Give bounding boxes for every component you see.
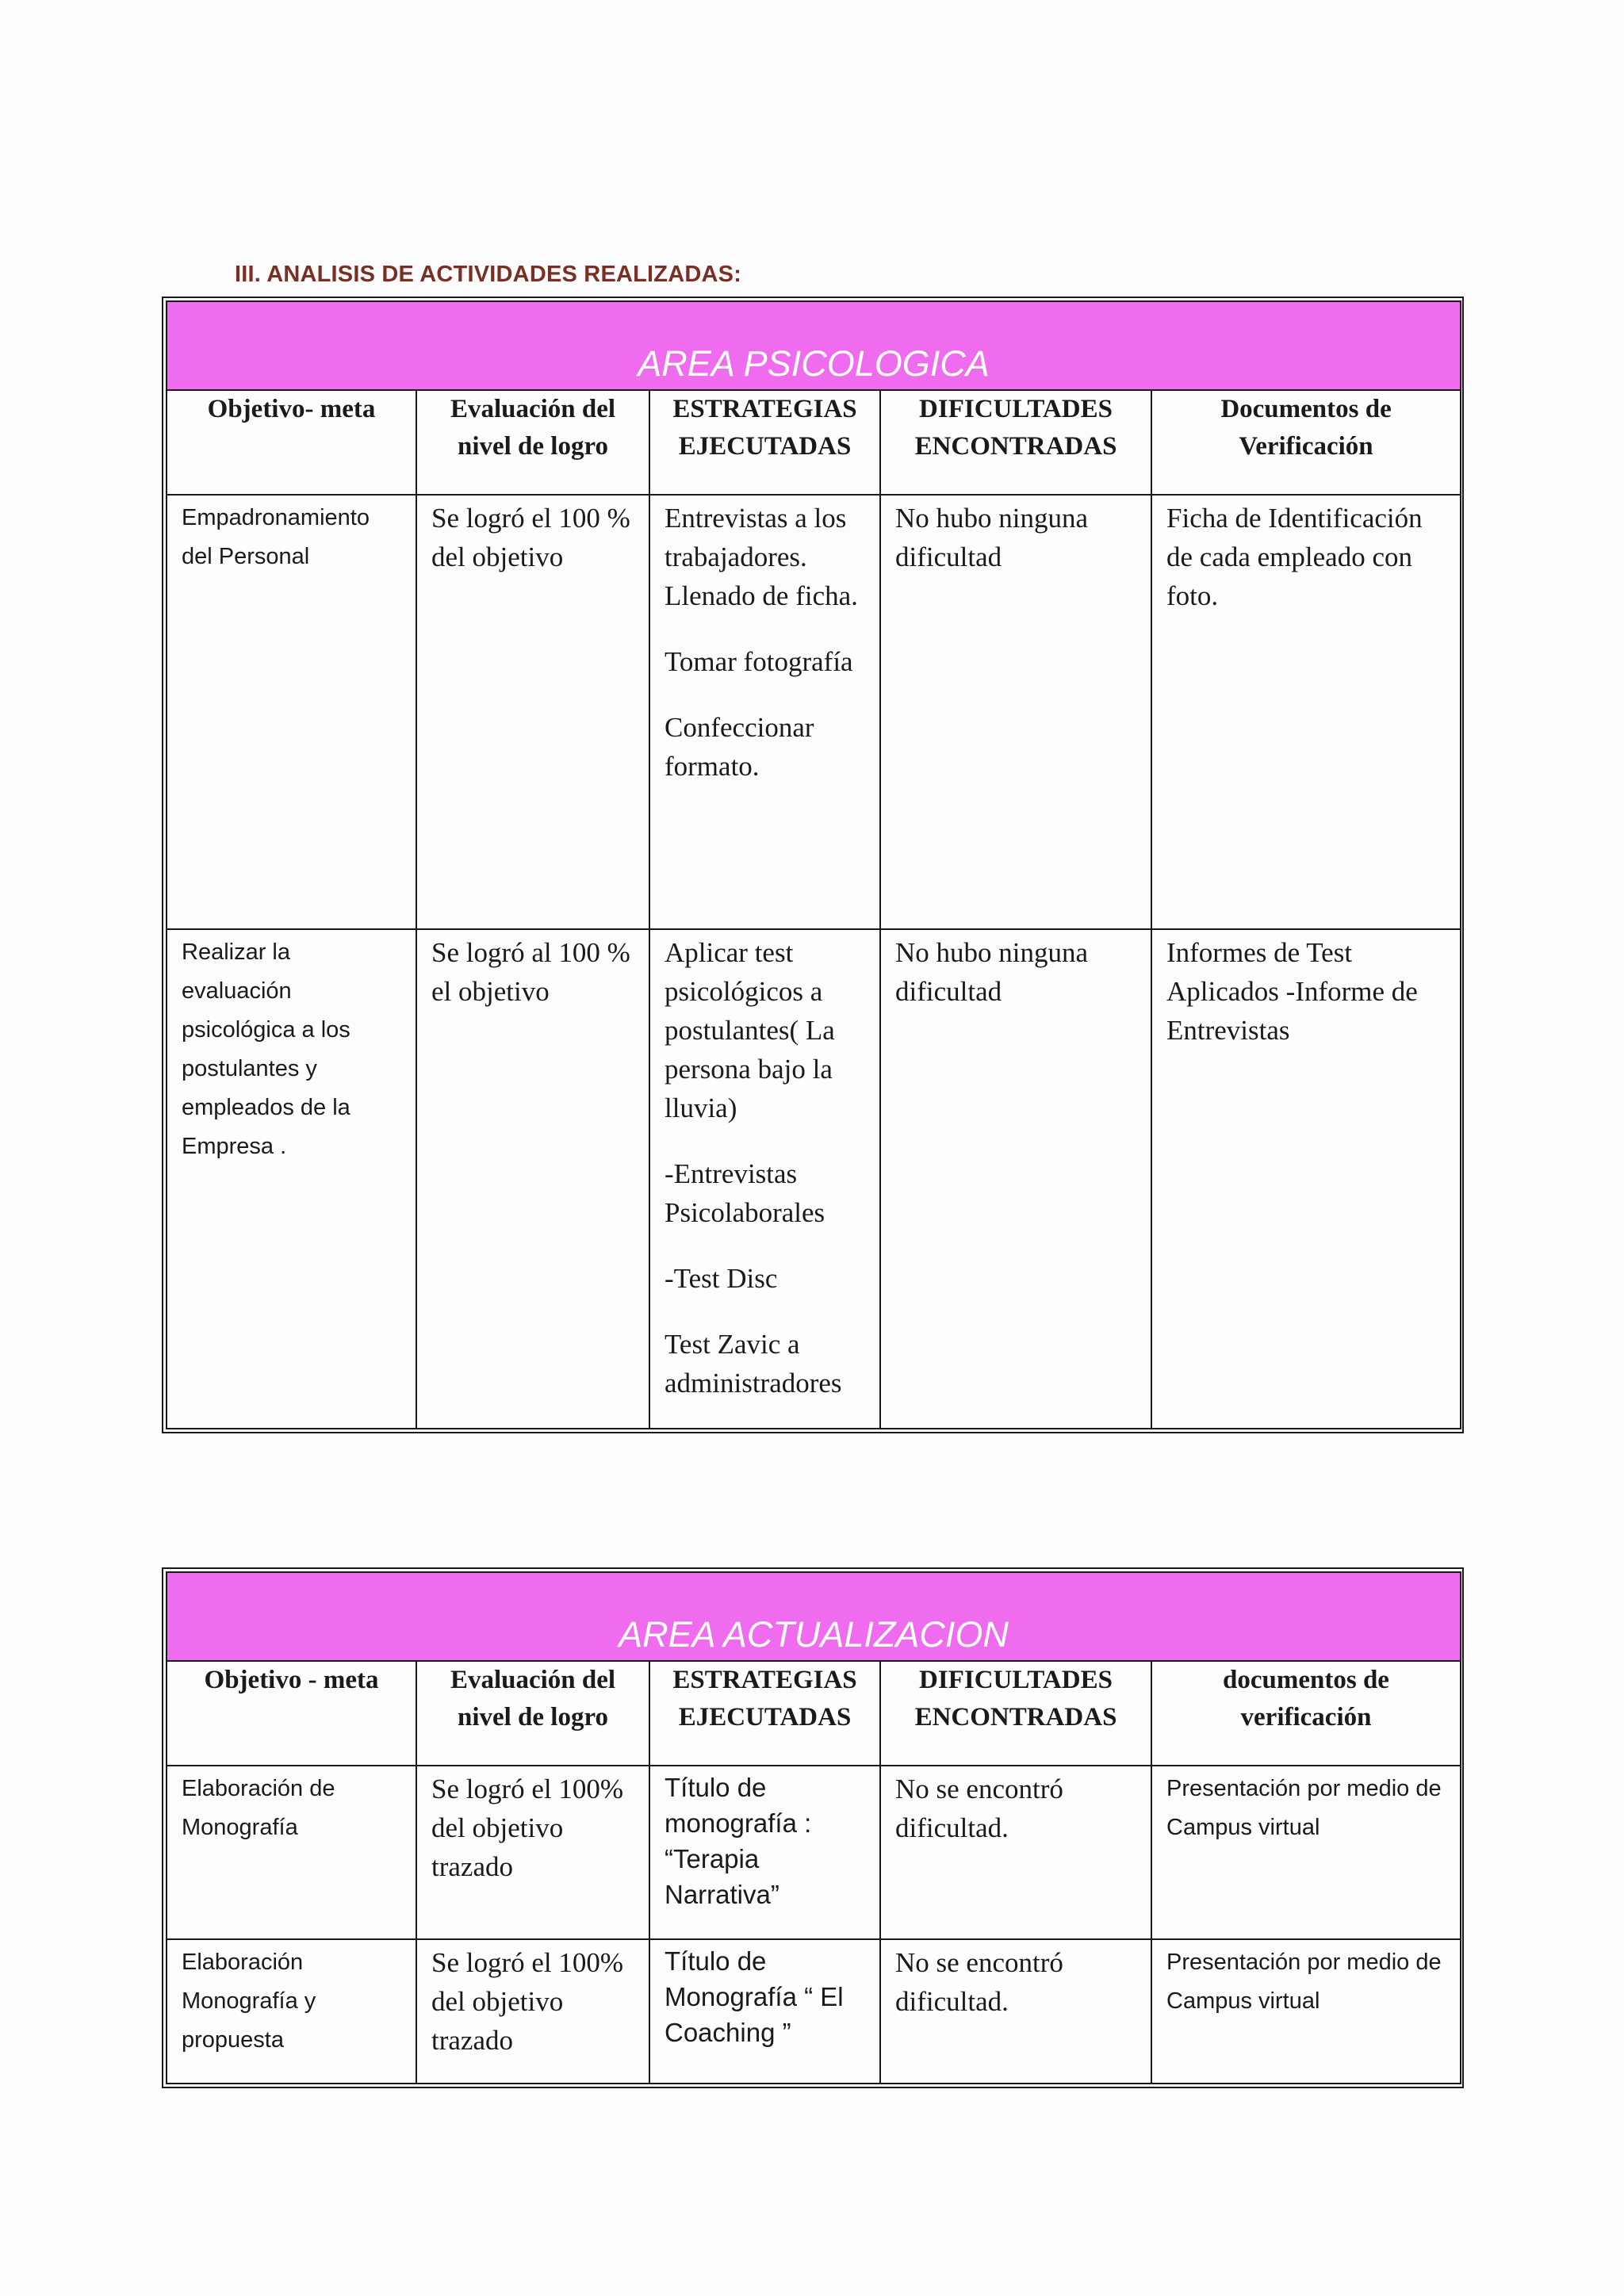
documentos-cell: Presentación por medio de Campus virtual	[1151, 1939, 1461, 2084]
table-row	[167, 1939, 1461, 2084]
column-header: Evaluación del nivel de logro	[416, 1661, 649, 1766]
column-header: ESTRATEGIAS EJECUTADAS	[649, 390, 880, 495]
section-heading: III. ANALISIS DE ACTIVIDADES REALIZADAS:	[235, 262, 742, 287]
column-header: Documentos de Verificación	[1151, 390, 1461, 495]
dificultades-cell: No hubo ninguna dificultad	[880, 495, 1151, 929]
estrategia-item: Confeccionar formato.	[665, 712, 814, 782]
column-header: DIFICULTADES ENCONTRADAS	[880, 1661, 1151, 1766]
evaluacion-cell: Se logró el 100% del objetivo trazado	[416, 1939, 649, 2084]
table-row	[167, 929, 1461, 1429]
estrategias-cell: Título de Monografía “ El Coaching ”	[649, 1939, 880, 2084]
objetivo-cell: Realizar la evaluación psicológica a los postulantes y empleados de la Empresa .	[167, 929, 416, 1429]
area-header	[167, 301, 1461, 390]
area-actualizacion-table	[162, 1567, 1464, 2088]
documentos-cell: Ficha de Identificación de cada empleado con foto.	[1151, 495, 1461, 929]
objetivo-cell: Elaboración de Monografía	[167, 1766, 416, 1939]
estrategia-item: -Test Disc	[665, 1263, 778, 1294]
estrategia-item: Entrevistas a los trabajadores. Llenado de ficha.	[665, 503, 858, 611]
estrategias-cell	[649, 495, 880, 929]
objetivo-cell: Empadronamiento del Personal	[167, 495, 416, 929]
estrategia-item: Test Zavic a administradores	[665, 1329, 842, 1399]
evaluacion-cell: Se logró el 100 % del objetivo	[416, 495, 649, 929]
dificultades-cell: No se encontró dificultad.	[880, 1939, 1151, 2084]
column-header: ESTRATEGIAS EJECUTADAS	[649, 1661, 880, 1766]
area-title: AREA PSICOLOGICA	[638, 343, 990, 384]
estrategia-item: Tomar fotografía	[665, 646, 853, 677]
dificultades-cell: No se encontró dificultad.	[880, 1766, 1151, 1939]
evaluacion-cell: Se logró al 100 % el objetivo	[416, 929, 649, 1429]
dificultades-cell: No hubo ninguna dificultad	[880, 929, 1151, 1429]
column-header: Objetivo - meta	[167, 1661, 416, 1766]
objetivo-cell: Elaboración Monografía y propuesta	[167, 1939, 416, 2084]
documentos-cell: Presentación por medio de Campus virtual	[1151, 1766, 1461, 1939]
area-psicologica-table	[162, 297, 1464, 1433]
estrategia-item: Aplicar test psicológicos a postulantes( La persona bajo la lluvia)	[665, 937, 835, 1123]
area-header	[167, 1572, 1461, 1661]
table-row	[167, 1766, 1461, 1939]
evaluacion-cell: Se logró el 100% del objetivo trazado	[416, 1766, 649, 1939]
estrategias-cell: Título de monografía : “Terapia Narrativa”	[649, 1766, 880, 1939]
column-header: Objetivo- meta	[167, 390, 416, 495]
documentos-cell: Informes de Test Aplicados -Informe de Entrevistas	[1151, 929, 1461, 1429]
estrategia-item: -Entrevistas Psicolaborales	[665, 1158, 825, 1228]
column-header: DIFICULTADES ENCONTRADAS	[880, 390, 1151, 495]
column-header: Evaluación del nivel de logro	[416, 390, 649, 495]
table-row	[167, 495, 1461, 929]
area-title: AREA ACTUALIZACION	[619, 1614, 1009, 1655]
column-header: documentos de verificación	[1151, 1661, 1461, 1766]
estrategias-cell	[649, 929, 880, 1429]
